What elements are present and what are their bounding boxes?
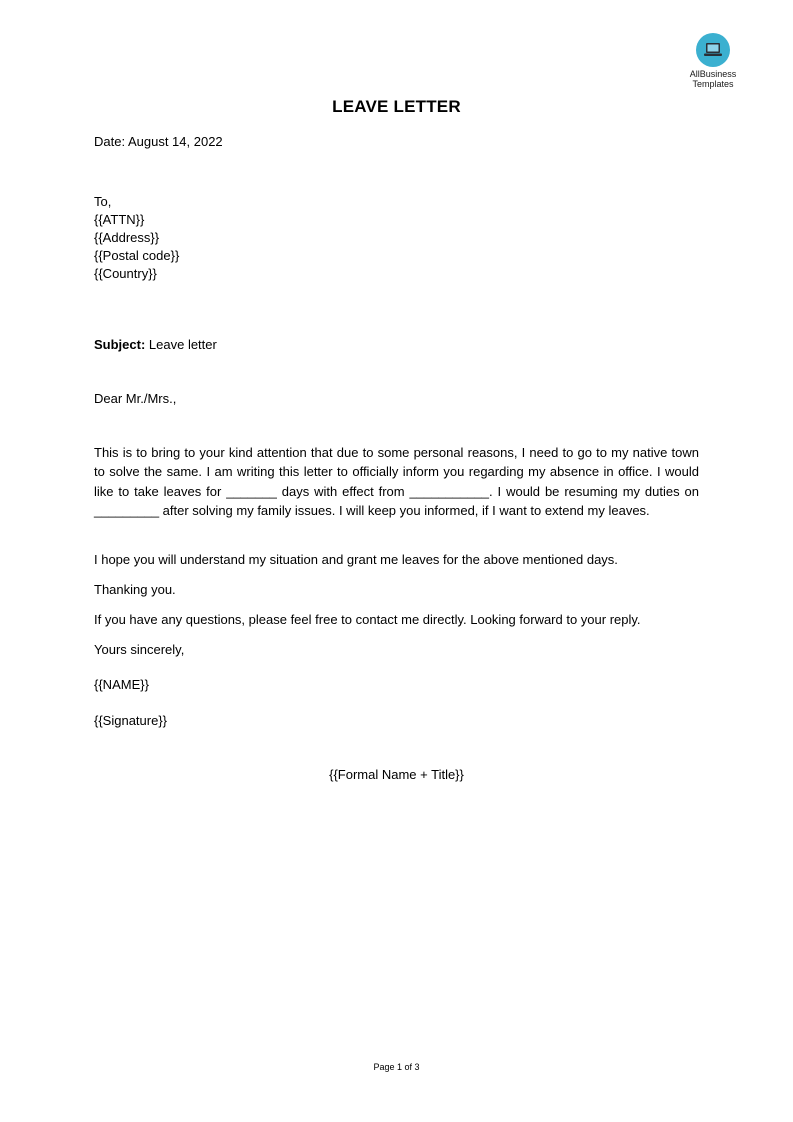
body-paragraph-3: Thanking you. [94, 582, 176, 597]
name-placeholder: {{NAME}} [94, 677, 149, 692]
recipient-address: {{Address}} [94, 230, 160, 245]
logo-text [680, 69, 746, 89]
laptop-icon [703, 42, 723, 58]
logo-line1: AllBusiness [689, 69, 737, 79]
brand-logo [680, 33, 746, 89]
signature-placeholder: {{Signature}} [94, 713, 168, 728]
body-paragraph-2: I hope you will understand my situation and grant me leaves for the above mentioned days. [94, 552, 618, 567]
document-title: LEAVE LETTER [332, 97, 461, 116]
recipient-attn: {{ATTN}} [94, 212, 145, 227]
body-paragraph-1: This is to bring to your kind attention that due to some personal reasons, I need to go to my native town to solve the same. I am writing this letter to officially inform you regarding my absence in office. I would like to take leaves for _______ days with effect from ___________. I would be resuming my duties on _________ after solving my family issues. I will keep you informed, if I want to extend my leaves. [94, 445, 699, 519]
page-number: Page 1 of 3 [373, 1062, 420, 1072]
recipient-postal-code: {{Postal code}} [94, 248, 180, 263]
recipient-country: {{Country}} [94, 266, 157, 281]
closing: Yours sincerely, [94, 642, 185, 657]
formal-name-title: {{Formal Name + Title}} [329, 767, 464, 782]
subject-label: Subject: [94, 337, 146, 352]
body-paragraph-4: If you have any questions, please feel free to contact me directly. Looking forward to your reply. [94, 612, 641, 627]
subject-line [94, 336, 217, 354]
recipient-to: To, [94, 194, 112, 209]
subject-text: Leave letter [145, 337, 217, 352]
letter-date: Date: August 14, 2022 [94, 134, 223, 149]
logo-badge [696, 33, 730, 67]
logo-line2: Templates [692, 79, 734, 89]
salutation: Dear Mr./Mrs., [94, 391, 177, 406]
